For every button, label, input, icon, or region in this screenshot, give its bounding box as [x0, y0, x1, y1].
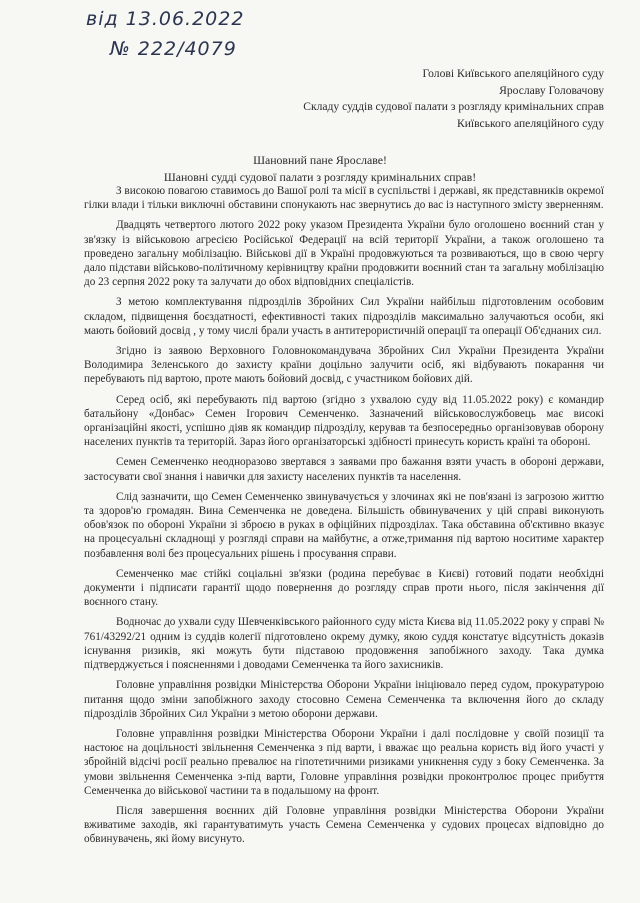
handwritten-date: від 13.06.2022 [86, 8, 245, 30]
addressee-line: Ярославу Головачову [499, 83, 604, 97]
body-paragraph: Після завершення воєнних дій Головне управління розвідки Міністерства Оборони України вживатиме заходів, які гарантуватимуть участь Семена Семенченка у судових процесах відповідно до обвинувачень, які йому висунуто. [84, 804, 604, 846]
handwritten-reference-number: № 222/4079 [110, 38, 237, 60]
body-paragraph: Водночас до ухвали суду Шевченківського районного суду міста Києва від 11.05.2022 року у справі № 761/43292/21 одним із суддів колегії підготовлено окрему думку, якою суддя констатує відсутність доказів існування ризиків, які можуть бути підставою продовження запобіжного заходу. Така думка підтверджується і поясненнями і доводами Семенченка та його захисників. [84, 616, 604, 672]
body-paragraph: Серед осіб, які перебувають під вартою (згідно з ухвалою суду від 11.05.2022 року) є командир батальйону «Донбас» Семен Ігорович Семенченко. Зазначений військовослужбовець має високі організаційні якості, успішно діяв як командир підрозділу, керував та безпосередньо організовував оборону населених пунктів та територій. Зараз його організаторські здібності принесуть користь країні та обороні. [84, 393, 604, 449]
addressee-line: Складу суддів судової палати з розгляду кримінальних справ [303, 100, 604, 114]
body-paragraph: Семен Семенченко неодноразово звертався з заявами про бажання взяти участь в обороні держави, застосувати свої знання і навички для захисту населених пунктів та населення. [84, 456, 604, 483]
body-paragraph: Двадцять четвертого лютого 2022 року указом Президента України було оголошено воєнний стан у зв'язку із військовою агресією Російської Федерації на всій території України, а також оголошено та проведено загальну мобілізацію. Військові дії в Україні продовжуються та розвиваються, що в свою чергу дало підстави військово-політичному керівництву країни продовжити воєнний стан та загальну мобілізацію до 23 серпня 2022 року та залучати до обох відповідних спеціалістів. [84, 219, 604, 289]
body-paragraph: Слід зазначити, що Семен Семенченко звинувачується у злочинах які не пов'язані із загрозою життю та здоров'ю громадян. Вина Семенченка не доведена. Більшість обвинувачених у цій справі виконують обов'язок по обороні України зі зброєю в руках в офіційних підрозділах. Така обставина об'єктивно вказує на процесуальні складнощі у розгляді справи на майбутнє, а отже,тримання під вартою носитиме характер позбавлення волі без процесуальних рішень і просування справи. [84, 490, 604, 560]
body-paragraph: Семенченко має стійкі соціальні зв'язки (родина перебуває в Києві) готовий подати необхідні документи і підписати гарантії щодо повернення до розгляду справ проти нього, після закінчення дії воєнного стану. [84, 567, 604, 609]
body-paragraph: Головне управління розвідки Міністерства Оборони України ініціювало перед судом, прокуратурою питання щодо зміни запобіжного заходу стосовно Семена Семенченка та включення його до складу підрозділів Збройних Сил України з метою оборони держави. [84, 679, 604, 720]
salutation-chairman: Шановний пане Ярославе! [253, 153, 387, 167]
body-paragraph: Згідно із заявою Верховного Головнокомандувача Збройних Сил України Президента України Володимира Зеленського до захисту країни доцільно залучити осіб, які відбувають покарання чи перебувають під вартою, проте мають бойовий досвід, с участником бойових дій. [84, 345, 604, 386]
salutation-block [0, 152, 640, 186]
addressee-block [244, 66, 604, 132]
body-paragraph: З високою повагою ставимось до Вашої ролі та місії в суспільстві і державі, як представників окремої гілки влади і тільки виключні обставини спонукають нас звернутись до вас із наступного змісту зверненням. [84, 185, 604, 212]
addressee-line: Голові Київського апеляційного суду [422, 67, 604, 80]
salutation-judges: Шановні судді судової палати з розгляду кримінальних справ! [163, 170, 477, 184]
letter-body [84, 184, 604, 853]
body-paragraph: З метою комплектування підрозділів Збройних Сил України найбільш підготовленим особовим складом, підвищення боєздатності, ефективності таких підрозділів максимально залучаються особи, які мають бойовий досвід , у тому числі брали участь в антитерористичній операції та операції Об'єднаних сил. [84, 296, 604, 337]
addressee-line: Київського апеляційного суду [456, 116, 604, 130]
body-paragraph: Головне управління розвідки Міністерства Оборони України і далі послідовне у своїй позиції та настоює на доцільності звільнення Семенченка з під варти, і вважає що реальна користь від його участі у збройній відсічі росії реально превалює на гіпотетичними ризиками уникнення суду з боку Семенченка. За умови звільнення Семенченка з-під варти, Головне управління розвідки проконтролює процес прибуття Семенченка до військової частини та в подальшому на фронт. [84, 727, 604, 797]
